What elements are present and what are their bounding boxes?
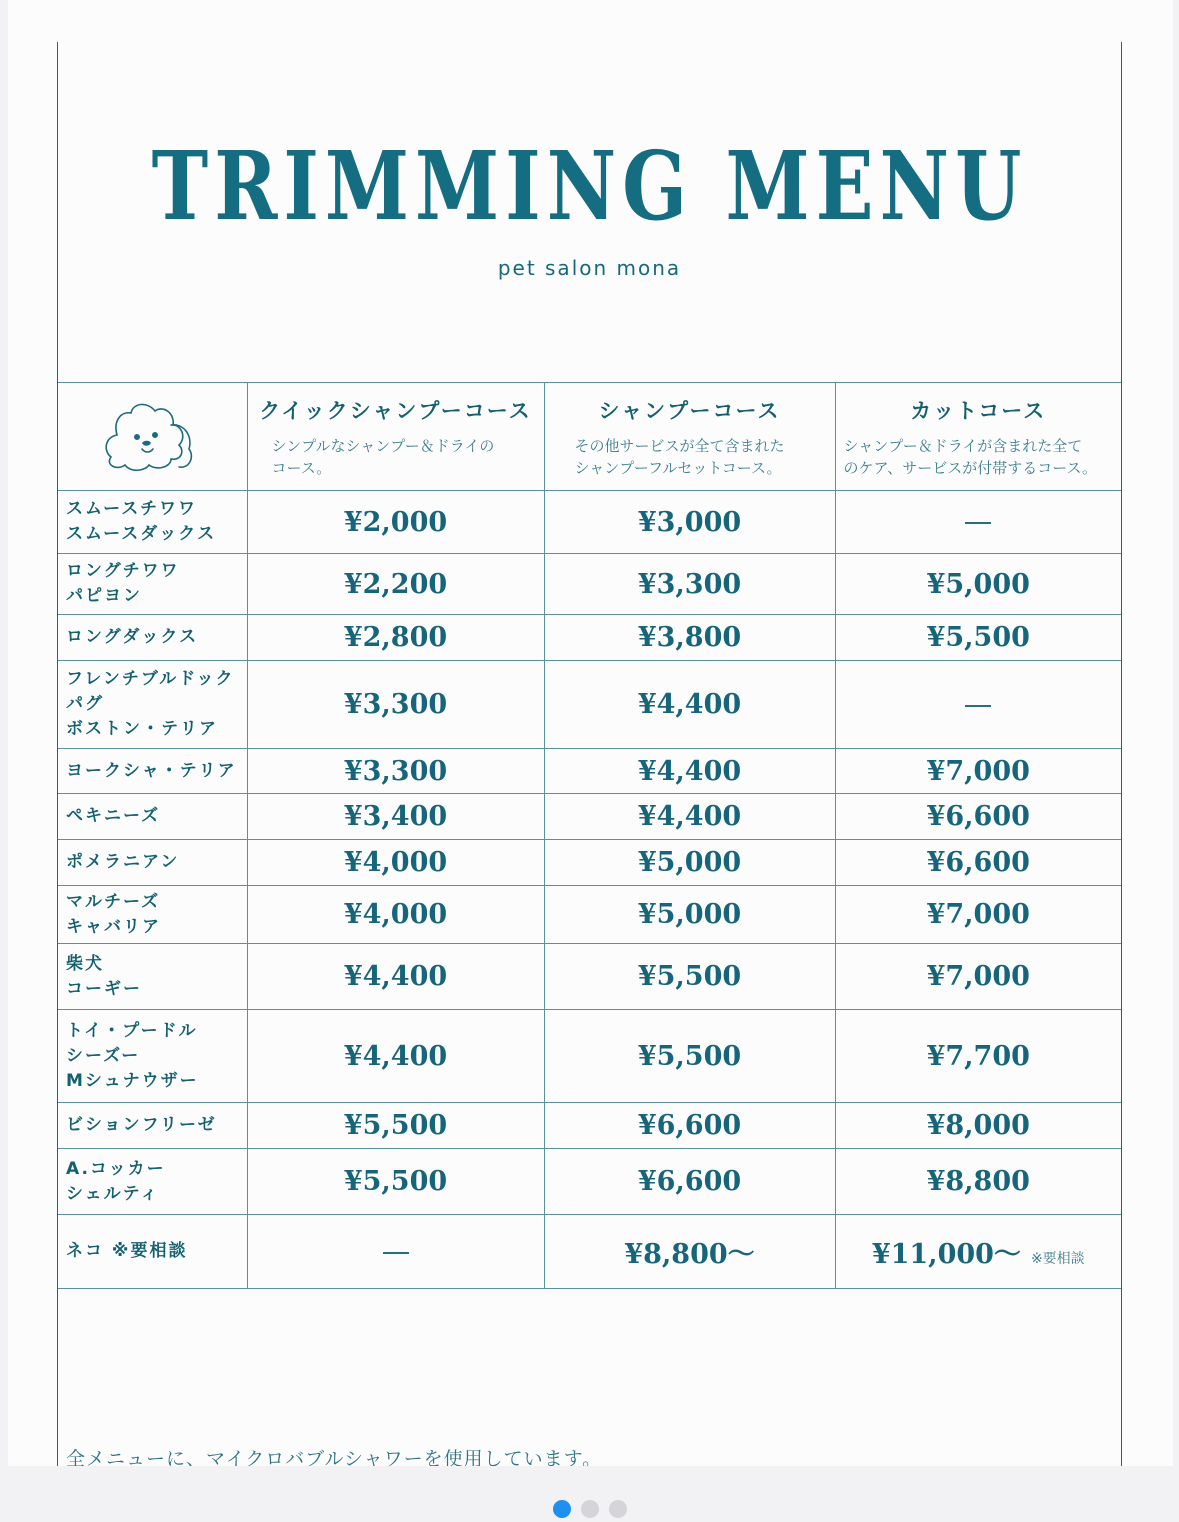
breed-cell [58, 1010, 247, 1103]
price-quick [247, 554, 544, 615]
breed-name: パグ [66, 694, 104, 714]
price-quick [247, 1010, 544, 1103]
price-value: ¥4,400 [343, 961, 448, 992]
breed-cell [58, 840, 247, 886]
price-value: ¥2,200 [343, 568, 448, 600]
table-row [58, 554, 1121, 615]
breed-name: ロングチワワ [66, 561, 180, 581]
price-value: ¥6,600 [637, 1166, 742, 1197]
price-quick [247, 1215, 544, 1289]
course-desc-cut: シャンプー＆ドライが含まれた全て のケア、サービスが付帯するコース。 [843, 436, 1098, 477]
table-row [58, 840, 1121, 886]
breed-cell [58, 1215, 247, 1289]
price-value: ¥5,500 [637, 961, 742, 992]
price-quick [247, 840, 544, 886]
price-value: ¥4,400 [637, 801, 742, 832]
breed-name: パピヨン [66, 586, 142, 606]
menu-title: TRIMMING MENU [151, 130, 1028, 242]
breed-name: マルチーズ [66, 891, 161, 912]
unavailable-dash [965, 522, 991, 524]
table-row [58, 1010, 1121, 1103]
menu-card [57, 42, 1122, 1466]
table-row [58, 1103, 1121, 1149]
course-desc-quick: シンプルなシャンプー＆ドライの コース。 [271, 436, 495, 477]
carousel-dot-3[interactable] [609, 1500, 627, 1518]
table-row [58, 944, 1121, 1010]
price-value: ¥4,000 [343, 899, 448, 930]
price-value: ¥3,300 [637, 568, 742, 600]
course-name-quick: クイックシャンプーコース [259, 398, 532, 423]
price-cut [835, 491, 1121, 554]
price-value: ¥5,000 [926, 568, 1030, 600]
breed-name: キャバリア [66, 916, 161, 937]
table-row [58, 491, 1121, 554]
salon-name: pet salon mona [497, 256, 682, 280]
breed-cell [58, 661, 247, 749]
price-cut [835, 1149, 1121, 1215]
price-shampoo [544, 886, 835, 944]
breed-name: ロングダックス [66, 627, 199, 647]
price-value: ¥4,000 [343, 847, 448, 878]
price-shampoo [544, 661, 835, 749]
breed-name: ボストン・テリア [66, 719, 218, 739]
breed-name: スムースダックス [66, 524, 217, 544]
price-value: ¥8,800 [926, 1166, 1030, 1197]
breed-cell [58, 491, 247, 554]
breed-cell [58, 1103, 247, 1149]
price-quick [247, 491, 544, 554]
price-cut [835, 794, 1121, 840]
price-value: ¥7,000 [926, 961, 1030, 992]
unavailable-dash [383, 1252, 409, 1254]
course-name-shampoo: シャンプーコース [598, 398, 781, 423]
price-value: ¥3,400 [343, 801, 448, 832]
price-quick [247, 794, 544, 840]
table-row [58, 661, 1121, 749]
price-shampoo [544, 1149, 835, 1215]
price-quick [247, 1149, 544, 1215]
breed-name: ネコ ※要相談 [66, 1241, 188, 1261]
price-note: ※要相談 [1030, 1251, 1085, 1267]
breed-name: コーギー [66, 978, 142, 999]
course-header-shampoo [544, 383, 835, 491]
price-shampoo [544, 1010, 835, 1103]
price-quick [247, 886, 544, 944]
footer-note: 全メニューに、マイクロバブルシャワーを使用しています。 [66, 1448, 603, 1466]
course-header-quick [247, 383, 544, 491]
breed-name: トイ・プードル [66, 1020, 198, 1041]
price-cut [835, 661, 1121, 749]
price-value: ¥7,000 [926, 899, 1030, 930]
price-shampoo [544, 794, 835, 840]
price-shampoo [544, 749, 835, 794]
table-row [58, 615, 1121, 661]
price-value: ¥2,800 [343, 622, 448, 653]
price-shampoo [544, 1103, 835, 1149]
price-value: ¥5,000 [637, 899, 742, 930]
price-table [58, 382, 1121, 1289]
price-value: ¥3,000 [637, 506, 742, 538]
price-cut [835, 840, 1121, 886]
price-value: ¥4,400 [343, 1040, 448, 1072]
price-cut [835, 944, 1121, 1010]
breed-name: ポメラニアン [66, 852, 180, 872]
breed-cell [58, 749, 247, 794]
table-row [58, 1149, 1121, 1215]
price-cut [835, 1010, 1121, 1103]
price-shampoo [544, 491, 835, 554]
price-value: ¥8,000 [926, 1110, 1030, 1141]
price-value: ¥6,600 [926, 801, 1030, 832]
price-value: ¥4,400 [637, 689, 742, 720]
price-quick [247, 749, 544, 794]
price-shampoo [544, 554, 835, 615]
price-value: ¥7,700 [926, 1040, 1030, 1072]
breed-cell [58, 615, 247, 661]
breed-name: A.コッカー [66, 1158, 166, 1179]
breed-cell [58, 554, 247, 615]
unavailable-dash [965, 705, 991, 707]
breed-name: ビションフリーゼ [66, 1115, 217, 1135]
table-row [58, 1215, 1121, 1289]
table-row [58, 794, 1121, 840]
price-cut [835, 886, 1121, 944]
price-cut [835, 1215, 1121, 1289]
breed-name: Mシュナウザー [66, 1070, 199, 1091]
carousel-dot-1[interactable] [553, 1500, 571, 1518]
table-header-row [58, 383, 1121, 491]
price-cut [835, 554, 1121, 615]
price-shampoo [544, 615, 835, 661]
price-value: ¥3,800 [637, 622, 742, 653]
breed-name: ペキニーズ [66, 806, 161, 826]
price-value: ¥5,500 [637, 1040, 742, 1072]
breed-name: フレンチブルドック [66, 669, 235, 689]
carousel-indicator [0, 1500, 1179, 1518]
breed-name: 柴犬 [66, 953, 104, 974]
price-value: ¥11,000〜 [871, 1239, 1021, 1270]
price-value: ¥3,300 [343, 755, 448, 787]
breed-cell [58, 1149, 247, 1215]
price-rows [58, 491, 1121, 1289]
price-value: ¥5,000 [637, 847, 742, 878]
price-quick [247, 1103, 544, 1149]
course-header-cut [835, 383, 1121, 491]
price-value: ¥5,500 [343, 1166, 448, 1197]
breed-name: シーズー [66, 1045, 141, 1066]
breed-cell [58, 944, 247, 1010]
price-value: ¥5,500 [926, 622, 1030, 653]
dog-illustration-cell [58, 383, 247, 491]
carousel-dot-2[interactable] [581, 1500, 599, 1518]
price-cut [835, 749, 1121, 794]
dog-icon [97, 395, 207, 475]
price-cut [835, 615, 1121, 661]
price-shampoo [544, 1215, 835, 1289]
price-quick [247, 944, 544, 1010]
price-value: ¥8,800〜 [624, 1239, 755, 1270]
course-desc-shampoo: その他サービスが全て含まれた シャンプーフルセットコース。 [574, 436, 785, 477]
course-name-cut: カットコース [910, 398, 1047, 423]
price-value: ¥3,300 [343, 689, 448, 720]
breed-cell [58, 794, 247, 840]
price-value: ¥6,600 [926, 847, 1030, 878]
breed-name: スムースチワワ [66, 499, 197, 519]
price-value: ¥4,400 [637, 755, 742, 787]
breed-name: ヨークシャ・テリア [66, 760, 237, 781]
price-value: ¥2,000 [343, 506, 448, 538]
breed-name: シェルティ [66, 1183, 160, 1204]
price-cut [835, 1103, 1121, 1149]
price-value: ¥5,500 [343, 1110, 448, 1141]
price-quick [247, 615, 544, 661]
table-row [58, 886, 1121, 944]
price-shampoo [544, 840, 835, 886]
breed-cell [58, 886, 247, 944]
price-value: ¥7,000 [926, 755, 1030, 787]
price-value: ¥6,600 [637, 1110, 742, 1141]
image-viewer[interactable] [8, 0, 1173, 1466]
price-shampoo [544, 944, 835, 1010]
table-row [58, 749, 1121, 794]
price-quick [247, 661, 544, 749]
